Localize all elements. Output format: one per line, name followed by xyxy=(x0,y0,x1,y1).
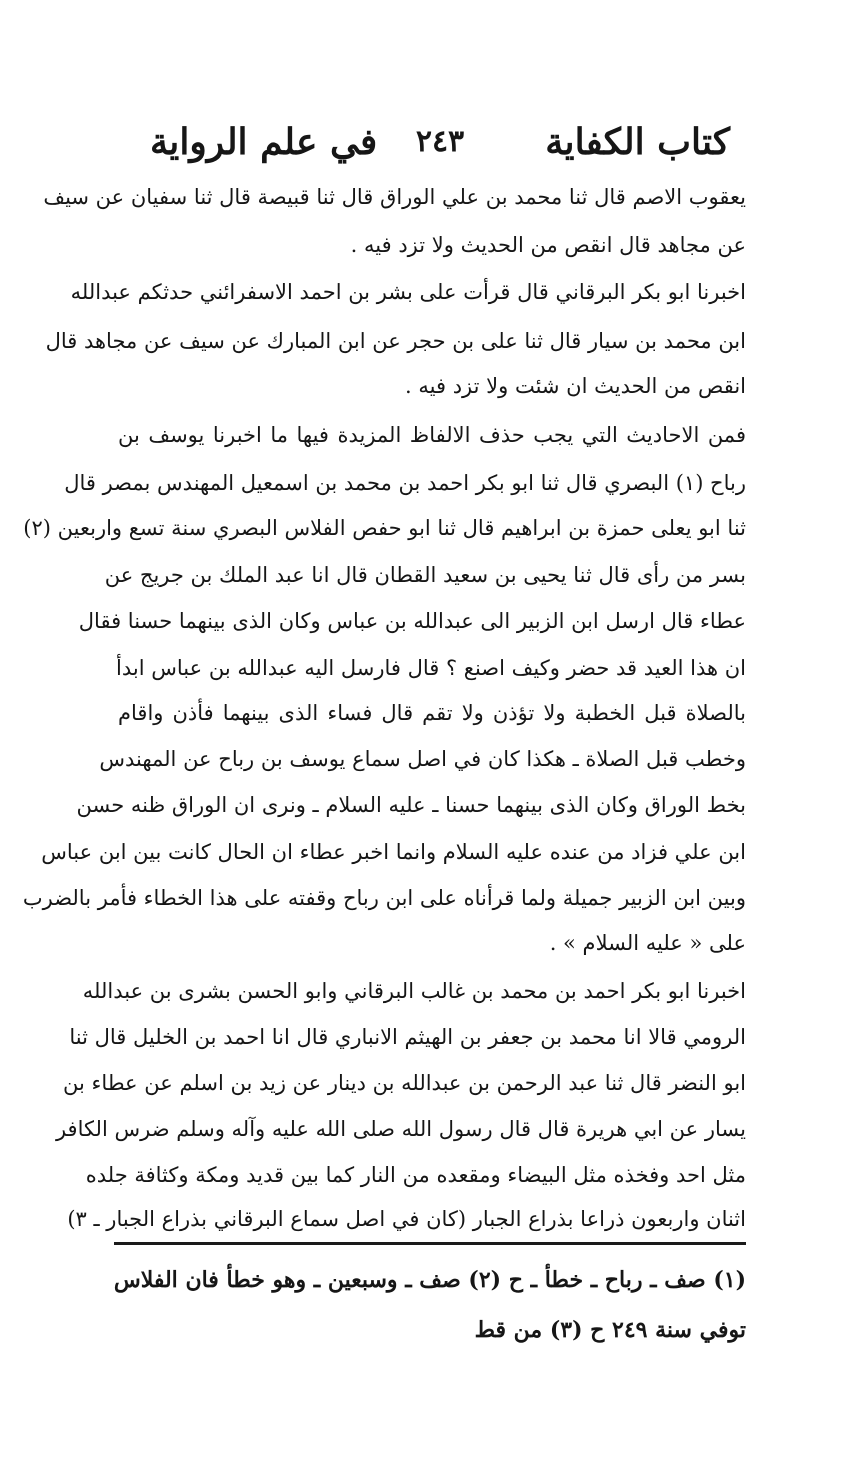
footnote-separator xyxy=(114,1242,746,1245)
text-line: وبين ابن الزبير جميلة ولما قرأناه على ابن رباح وقفته على هذا الخطاء فأمر بالضرب xyxy=(22,886,746,910)
text-line: اخبرنا ابو بكر البرقاني قال قرأت على بشر بن احمد الاسفرائني حدثكم عبدالله xyxy=(70,280,746,304)
text-line: ابن علي فزاد من عنده عليه السلام وانما اخبر عطاء ان الحال كانت بين ابن عباس xyxy=(41,840,746,864)
text-line: وخطب قبل الصلاة ـ هكذا كان في اصل سماع يوسف بن رباح عن المهندس xyxy=(99,747,746,771)
text-line: رباح (١) البصري قال ثنا ابو بكر احمد بن محمد بن اسمعيل المهندس بمصر قال xyxy=(64,471,746,495)
text-line: على « عليه السلام » . xyxy=(549,931,746,955)
footnote-line: توفي سنة ٢٤٩ ح (٣) من قط xyxy=(474,1317,746,1343)
text-line: ثنا ابو يعلى حمزة بن ابراهيم قال ثنا ابو حفص الفلاس البصري سنة تسع واربعين (٢) xyxy=(23,516,746,540)
text-line: فمن الاحاديث التي يجب حذف الالفاظ المزيدة فيها ما اخبرنا يوسف بن xyxy=(118,423,746,447)
text-line: الرومي قالا انا محمد بن جعفر بن الهيثم الانباري قال انا احمد بن الخليل قال ثنا xyxy=(69,1025,746,1049)
text-line: اثنان واربعون ذراعا بذراع الجبار (كان في اصل سماع البرقاني بذراع الجبار ـ ٣) xyxy=(67,1207,746,1231)
text-line: يسار عن ابي هريرة قال قال رسول الله صلى الله عليه وآله وسلم ضرس الكافر xyxy=(55,1117,746,1141)
text-line: عطاء قال ارسل ابن الزبير الى عبدالله بن عباس وكان الذى بينهما حسنا فقال xyxy=(78,609,746,633)
footnote-line: (١) صف ـ رباح ـ خطأ ـ ح (٢) صف ـ وسبعين ـ وهو خطأ فان الفلاس xyxy=(113,1267,746,1293)
text-line: بخط الوراق وكان الذى بينهما حسنا ـ عليه السلام ـ ونرى ان الوراق ظنه حسن xyxy=(76,793,746,817)
subject-title: في علم الرواية xyxy=(150,121,378,163)
text-line: عن مجاهد قال انقص من الحديث ولا تزد فيه . xyxy=(350,233,746,257)
text-line: انقص من الحديث ان شئت ولا تزد فيه . xyxy=(405,374,746,398)
text-line: اخبرنا ابو بكر احمد بن محمد بن غالب البرقاني وابو الحسن بشرى بن عبدالله xyxy=(82,979,746,1003)
text-line: ابو النضر قال ثنا عبد الرحمن بن عبدالله بن دينار عن زيد بن اسلم عن عطاء بن xyxy=(63,1071,746,1095)
running-header xyxy=(150,112,730,172)
text-line: بالصلاة قبل الخطبة ولا تؤذن ولا تقم قال فساء الذى بينهما فأذن واقام xyxy=(118,701,746,725)
book-title: كتاب الكفاية xyxy=(545,121,730,163)
page-number: ٢٤٣ xyxy=(415,124,465,159)
text-line: بسر من رأى قال ثنا يحيى بن سعيد القطان قال انا عبد الملك بن جريج عن xyxy=(104,563,746,587)
text-line: ابن محمد بن سيار قال ثنا على بن حجر عن ابن المبارك عن سيف عن مجاهد قال xyxy=(45,329,746,353)
text-line: مثل احد وفخذه مثل البيضاء ومقعده من النار كما بين قديد ومكة وكثافة جلده xyxy=(85,1163,746,1187)
text-line: ان هذا العيد قد حضر وكيف اصنع ؟ قال فارسل اليه عبدالله بن عباس ابدأ xyxy=(116,656,746,680)
text-line: يعقوب الاصم قال ثنا محمد بن علي الوراق قال ثنا قبيصة قال ثنا سفيان عن سيف xyxy=(43,185,746,209)
